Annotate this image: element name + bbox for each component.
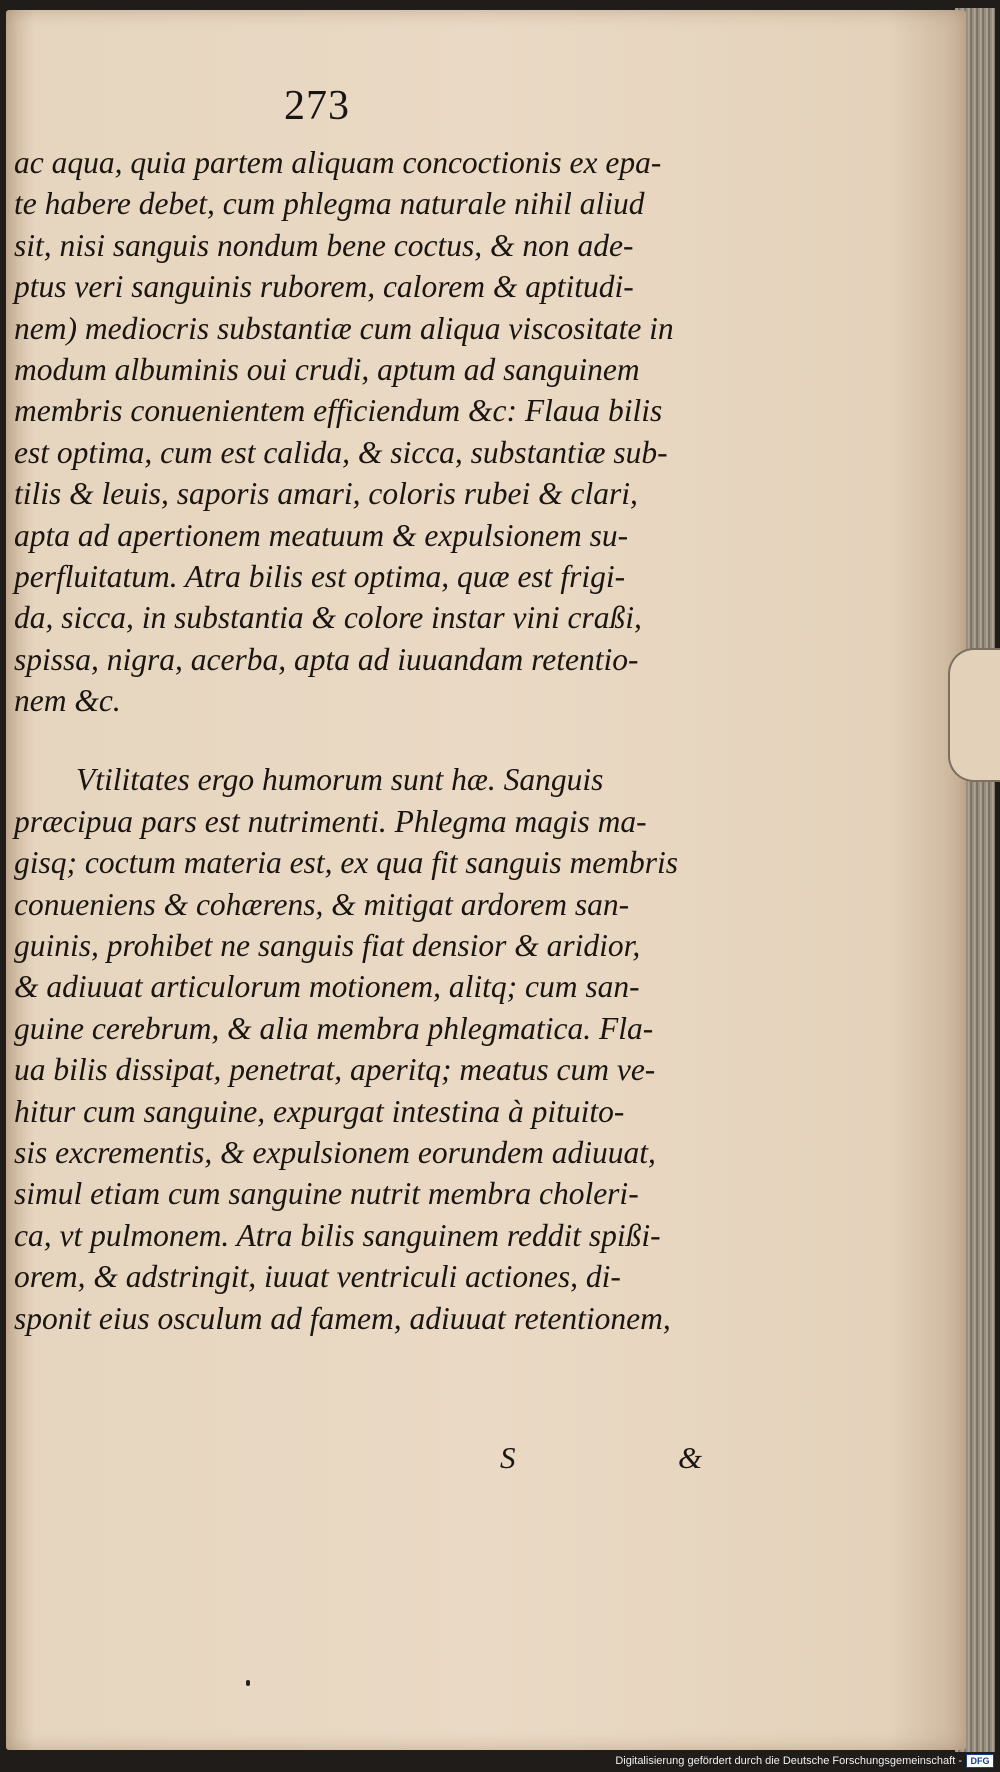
page-tab-marker (948, 648, 1000, 782)
text-line: spissa, nigra, acerba, apta ad iuuandam retentio- (14, 641, 639, 677)
paragraph-gap (14, 721, 734, 759)
text-line: nem) mediocris substantiæ cum aliqua viscositate in (14, 310, 674, 346)
catchword-row (500, 1440, 740, 1484)
text-line: membris conuenientem efficiendum &c: Flaua bilis (14, 393, 663, 429)
body-text (14, 142, 734, 1339)
text-line: orem, & adstringit, iuuat ventriculi actiones, di- (14, 1259, 621, 1295)
text-line: hitur cum sanguine, expurgat intestina à pituito- (14, 1093, 625, 1129)
text-line: gisq; coctum materia est, ex qua fit sanguis membris (14, 845, 679, 881)
paragraph-1 (14, 142, 734, 721)
text-line: modum albuminis oui crudi, aptum ad sanguinem (14, 351, 640, 387)
credit-text: Digitalisierung gefördert durch die Deutsche Forschungsgemeinschaft - (615, 1755, 962, 1767)
text-line: sis excrementis, & expulsionem eorundem adiuuat, (14, 1134, 656, 1170)
text-line: est optima, cum est calida, & sicca, substantiæ sub- (14, 434, 668, 470)
text-line: & adiuuat articulorum motionem, alitq; cum san- (14, 969, 640, 1005)
signature-mark: S (500, 1440, 516, 1475)
text-line: ac aqua, quia partem aliquam concoctionis ex epa- (14, 145, 662, 180)
ink-speck (246, 1680, 250, 1686)
text-line: Vtilitates ergo humorum sunt hæ. Sanguis (76, 762, 604, 798)
text-line: perfluitatum. Atra bilis est optima, quæ est frigi- (14, 558, 626, 594)
text-line: conueniens & cohærens, & mitigat ardorem san- (14, 886, 630, 922)
text-line: sit, nisi sanguis nondum bene coctus, & non ade- (14, 227, 634, 263)
dfg-logo: DFG (966, 1754, 994, 1768)
text-line: apta ad apertionem meatuum & expulsionem su- (14, 517, 629, 553)
text-line: ua bilis dissipat, penetrat, aperitq; meatus cum ve- (14, 1052, 656, 1088)
text-line: guine cerebrum, & alia membra phlegmatica. Fla- (14, 1010, 654, 1046)
text-line: simul etiam cum sanguine nutrit membra choleri- (14, 1176, 639, 1212)
catchword: & (678, 1440, 703, 1475)
paragraph-2 (14, 759, 734, 1338)
digitization-credit (613, 1752, 996, 1770)
text-line: ptus veri sanguinis ruborem, calorem & aptitudi- (14, 269, 634, 305)
text-line: te habere debet, cum phlegma naturale nihil aliud (14, 186, 645, 222)
page-number: 273 (284, 83, 350, 129)
text-line: sponit eius osculum ad famem, adiuuat retentionem, (14, 1300, 671, 1336)
text-line: da, sicca, in substantia & colore instar vini craßi, (14, 600, 642, 636)
text-line: præcipua pars est nutrimenti. Phlegma magis ma- (14, 803, 647, 839)
text-line: nem &c. (14, 683, 121, 719)
text-line: tilis & leuis, saporis amari, coloris rubei & clari, (14, 476, 638, 512)
text-line: guinis, prohibet ne sanguis fiat densior & aridior, (14, 928, 641, 964)
text-line: ca, vt pulmonem. Atra bilis sanguinem reddit spißi- (14, 1217, 661, 1253)
